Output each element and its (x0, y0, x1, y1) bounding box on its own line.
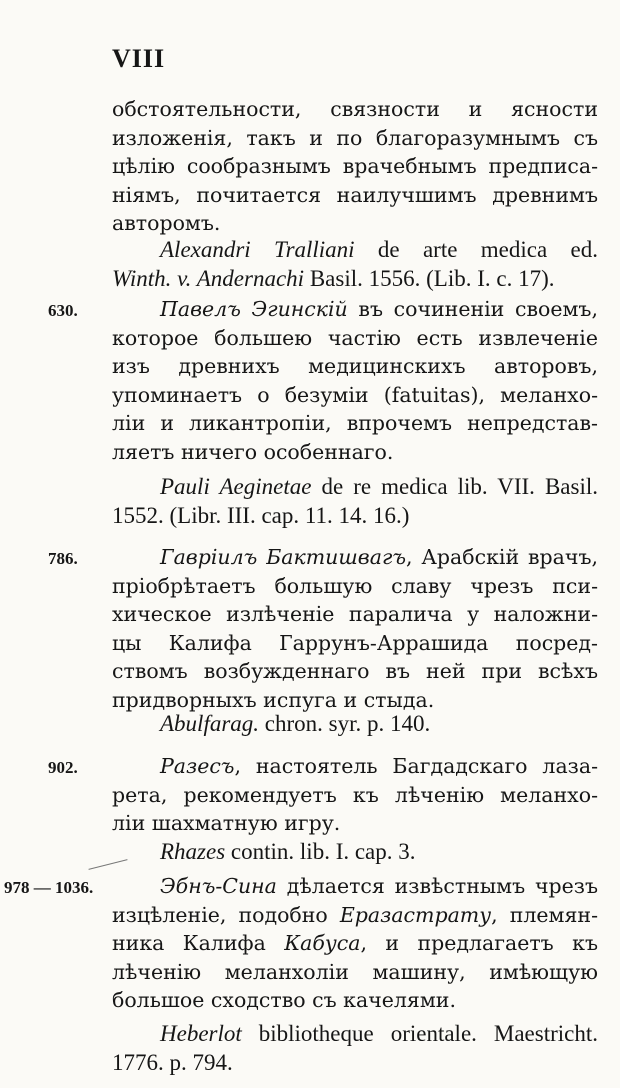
citation-line: Abulfarag. chron. syr. p. 140. (160, 711, 431, 736)
italic-name: Кабуса (284, 931, 361, 955)
text-line: цы Калифа Гаррунъ-Аррашида посред- (112, 630, 598, 655)
italic-name: Гавріилъ Бактишвагъ (160, 545, 406, 569)
marginal-year: 978 — 1036. (4, 878, 94, 897)
italic-name: Alexandri Tralliani (160, 237, 355, 262)
citation-line: Pauli Aeginetae de re medica lib. VII. Basil. (160, 474, 598, 499)
text-line: изцѣленіе, подобно Еразастрату, племян- (112, 902, 598, 927)
text-line: изъ древнихъ медицинскихъ авторовъ, (112, 354, 598, 378)
marginal-year: 902. (48, 758, 78, 777)
text-line: ника Калифа Кабуса, и предлагаетъ къ (112, 931, 599, 955)
text-line: ляетъ ничего особеннаго. (112, 439, 394, 464)
text-line: ліи и ликантропіи, впрочемъ непредстав- (112, 411, 598, 435)
text-line: Эбнъ-Сина дѣлается извѣстнымъ чрезъ (160, 874, 598, 898)
italic-name: Разесъ (160, 754, 235, 778)
text-line: авторомъ. (112, 211, 221, 235)
italic-name: Rhazes (160, 839, 226, 864)
citation-line: Rhazes contin. lib. I. cap. 3. (160, 839, 416, 864)
italic-name: Эбнъ-Сина (160, 874, 277, 898)
text-line: обстоятельности, связности и ясности (112, 97, 598, 121)
text-line: ліи шахматную игру. (112, 811, 341, 835)
text-line: лѣченію меланхоліи машину, имѣющую (112, 959, 598, 984)
citation-line: 1552. (Libr. III. cap. 11. 14. 16.) (112, 502, 410, 528)
text-line: которое большею частію есть извлеченіе (112, 325, 598, 350)
citation-line: Heberlot bibliotheque orientale. Maestricht. (160, 1021, 598, 1046)
text-line: придворныхъ испуга и стыда. (112, 687, 435, 712)
text-line: пріобрѣтаетъ большую славу чрезъ пси- (112, 573, 598, 598)
italic-name: Abulfarag. (160, 711, 260, 736)
text-line: большое сходство съ качелями. (112, 988, 456, 1012)
marginal-year: 630. (48, 301, 78, 320)
italic-name: Heberlot (160, 1021, 242, 1046)
text-line: рета, рекомендуетъ къ лѣченію меланхо- (112, 782, 598, 807)
italic-name: Еразастрату (339, 902, 492, 927)
text-line: хическое излѣченіе паралича у наложни- (112, 602, 598, 626)
italic-name: Winth. v. Andernachi (112, 265, 305, 291)
text-line: изложенія, такъ и по благоразумнымъ съ (112, 125, 598, 150)
italic-name: Pauli Aeginetae (160, 474, 312, 499)
text-line: упоминаетъ о безуміи (fatuitas), меланхо- (112, 382, 598, 407)
citation-line: Alexandri Tralliani de arte medica ed. (160, 237, 598, 262)
citation-line: Winth. v. Andernachi Basil. 1556. (Lib. I. c. 17). (112, 265, 555, 291)
text-line: ствомъ возбужденнаго въ ней при всѣхъ (112, 659, 598, 683)
marginal-year: 786. (48, 549, 78, 568)
text-line: Павелъ Эгинскій въ сочиненіи своемъ, (160, 297, 598, 321)
italic-name: Павелъ Эгинскій (160, 297, 348, 321)
margin-pen-stroke (88, 859, 127, 870)
page-number: VIII (112, 44, 166, 73)
text-line: Разесъ, настоятель Багдадскаго лаза- (160, 754, 598, 778)
text-line: ніямъ, почитается наилучшимъ древнимъ (112, 182, 598, 207)
citation-line: 1776. p. 794. (112, 1049, 233, 1075)
text-line: цѣлію сообразнымъ врачебнымъ предписа- (112, 154, 598, 178)
text-line: Гавріилъ Бактишвагъ, Арабскій врачъ, (160, 545, 598, 569)
